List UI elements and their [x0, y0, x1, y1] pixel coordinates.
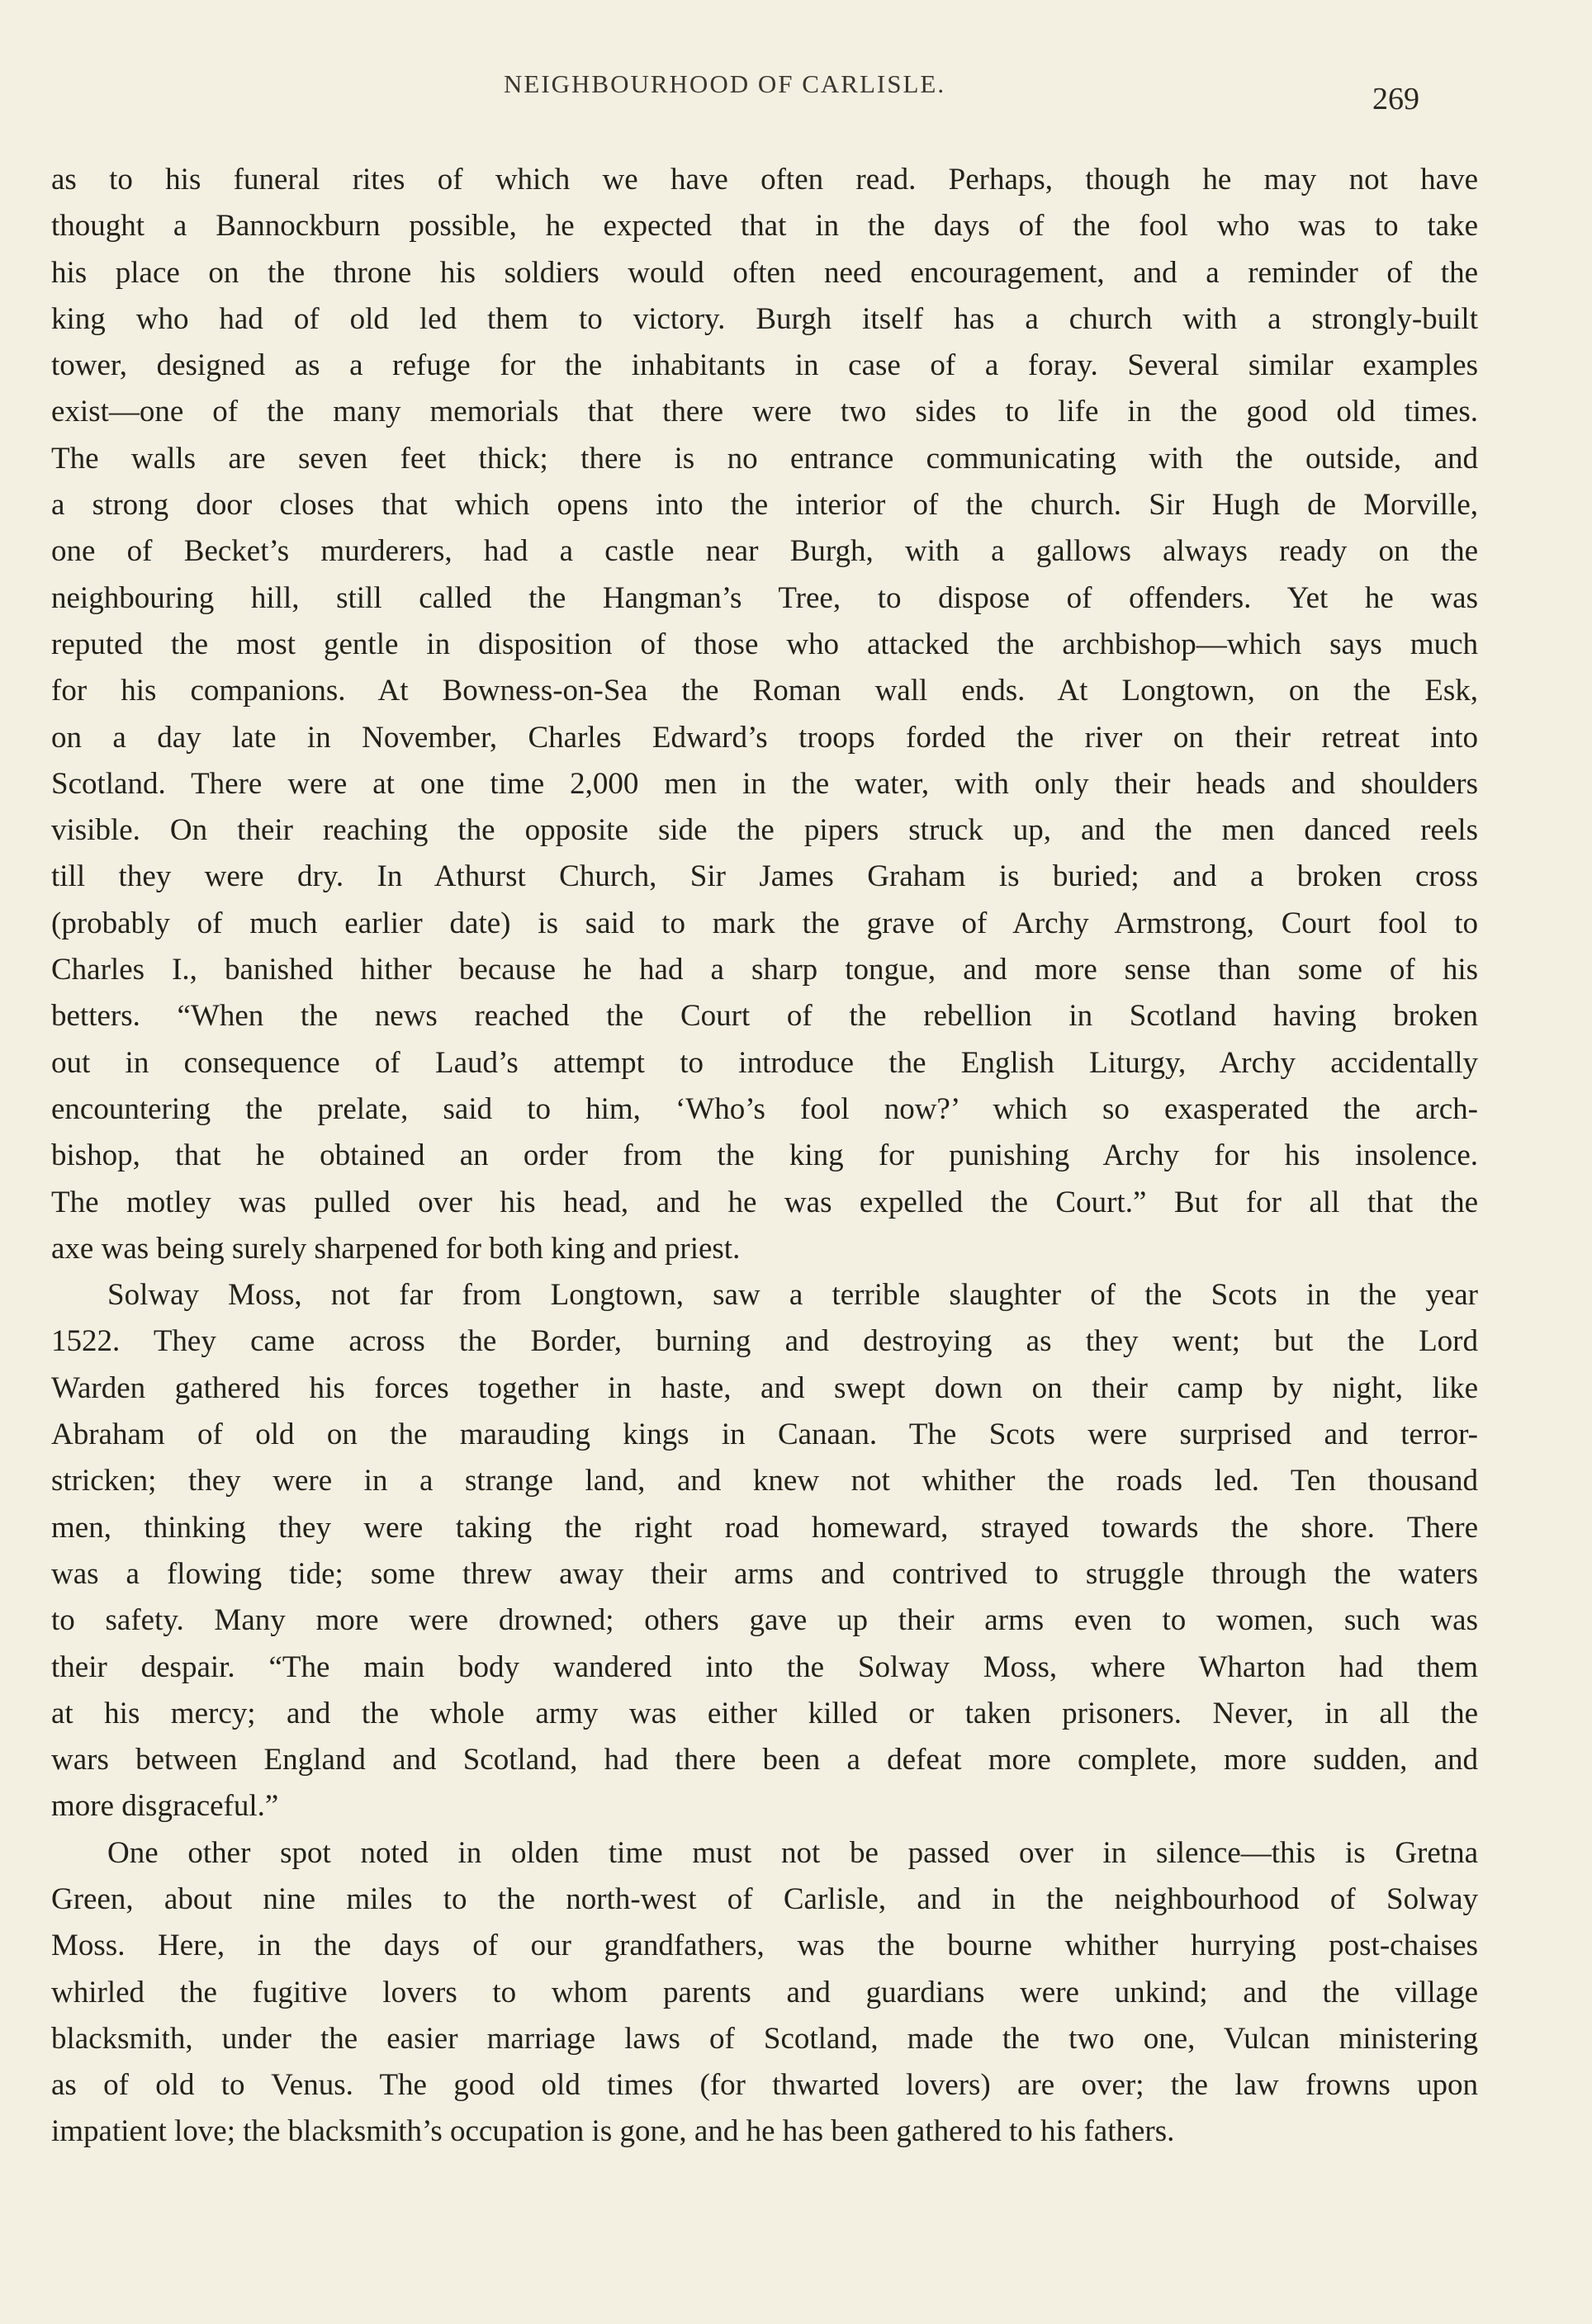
text-line: Scotland. There were at one time 2,000 men in the water, with only their heads and shoulders: [51, 766, 1478, 801]
text-line: for his companions. At Bowness-on-Sea the Roman wall ends. At Longtown, on the Esk,: [51, 674, 1478, 708]
text-line: betters. “When the news reached the Court of the rebellion in Scotland having broken: [51, 999, 1478, 1034]
page-number: 269: [1372, 82, 1419, 116]
text-line: thought a Bannockburn possible, he expected that in the days of the fool who was to take: [51, 209, 1478, 244]
text-line: exist—one of the many memorials that there were two sides to life in the good old times.: [51, 395, 1478, 429]
text-line: to safety. Many more were drowned; others gave up their arms even to women, such was: [51, 1603, 1478, 1638]
text-line: out in consequence of Laud’s attempt to introduce the English Liturgy, Archy accidentally: [51, 1045, 1478, 1080]
text-line: bishop, that he obtained an order from the king for punishing Archy for his insolence.: [51, 1138, 1478, 1173]
text-line: at his mercy; and the whole army was either killed or taken prisoners. Never, in all the: [51, 1696, 1478, 1730]
text-line: one of Becket’s murderers, had a castle near Burgh, with a gallows always ready on the: [51, 534, 1478, 569]
text-line: Warden gathered his forces together in haste, and swept down on their camp by night, like: [51, 1370, 1478, 1405]
text-line: wars between England and Scotland, had there been a defeat more complete, more sudden, and: [51, 1743, 1478, 1777]
text-line: was a flowing tide; some threw away their arms and contrived to struggle through the waters: [51, 1556, 1478, 1591]
running-title: NEIGHBOURHOOD OF CARLISLE.: [504, 69, 946, 98]
text-line: (probably of much earlier date) is said to mark the grave of Archy Armstrong, Court fool to: [51, 906, 1478, 940]
body-text: [51, 157, 1478, 2156]
text-line: men, thinking they were taking the right road homeward, strayed towards the shore. There: [51, 1510, 1478, 1545]
text-line: axe was being surely sharpened for both king and priest.: [51, 1231, 741, 1266]
text-line: Solway Moss, not far from Longtown, saw a terrible slaughter of the Scots in the year: [107, 1278, 1478, 1313]
text-line: 1522. They came across the Border, burning and destroying as they went; but the Lord: [51, 1324, 1478, 1359]
text-line: till they were dry. In Athurst Church, Sir James Graham is buried; and a broken cross: [51, 859, 1478, 894]
text-line: stricken; they were in a strange land, and knew not whither the roads led. Ten thousand: [51, 1464, 1478, 1498]
text-line: One other spot noted in olden time must not be passed over in silence—this is Gretna: [107, 1835, 1478, 1870]
text-line: The motley was pulled over his head, and he was expelled the Court.” But for all that the: [51, 1185, 1478, 1219]
text-line: whirled the fugitive lovers to whom parents and guardians were unkind; and the village: [51, 1975, 1478, 2009]
text-line: blacksmith, under the easier marriage laws of Scotland, made the two one, Vulcan ministering: [51, 2021, 1478, 2056]
text-line: his place on the throne his soldiers would often need encouragement, and a reminder of the: [51, 255, 1478, 290]
text-line: as to his funeral rites of which we have often read. Perhaps, though he may not have: [51, 163, 1478, 196]
text-line: Green, about nine miles to the north-west of Carlisle, and in the neighbourhood of Solway: [51, 1881, 1478, 1916]
text-line: on a day late in November, Charles Edward’s troops forded the river on their retreat into: [51, 720, 1478, 755]
text-line: The walls are seven feet thick; there is no entrance communicating with the outside, and: [51, 441, 1478, 476]
text-line: Abraham of old on the marauding kings in Canaan. The Scots were surprised and terror-: [51, 1418, 1478, 1452]
text-line: their despair. “The main body wandered into the Solway Moss, where Wharton had them: [51, 1650, 1478, 1684]
text-line: neighbouring hill, still called the Hangman’s Tree, to dispose of offenders. Yet he was: [51, 580, 1478, 615]
text-line: reputed the most gentle in disposition of those who attacked the archbishop—which says much: [51, 627, 1478, 661]
text-line: tower, designed as a refuge for the inhabitants in case of a foray. Several similar examples: [51, 348, 1478, 383]
text-line: encountering the prelate, said to him, ‘Who’s fool now?’ which so exasperated the arch-: [51, 1091, 1478, 1126]
text-line: more disgraceful.”: [51, 1789, 279, 1824]
text-line: Moss. Here, in the days of our grandfathers, was the bourne whither hurrying post-chaises: [51, 1929, 1478, 1963]
text-line: Charles I., banished hither because he had a sharp tongue, and more sense than some of his: [51, 953, 1478, 987]
text-line: visible. On their reaching the opposite side the pipers struck up, and the men danced reels: [51, 813, 1478, 848]
running-head: [0, 69, 1592, 116]
text-line: impatient love; the blacksmith’s occupation is gone, and he has been gathered to his fathers.: [51, 2114, 1175, 2149]
text-line: king who had of old led them to victory. Burgh itself has a church with a strongly-built: [51, 301, 1478, 336]
text-line: as of old to Venus. The good old times (for thwarted lovers) are over; the law frowns upon: [51, 2068, 1478, 2103]
text-line: a strong door closes that which opens into the interior of the church. Sir Hugh de Morville,: [51, 488, 1478, 523]
